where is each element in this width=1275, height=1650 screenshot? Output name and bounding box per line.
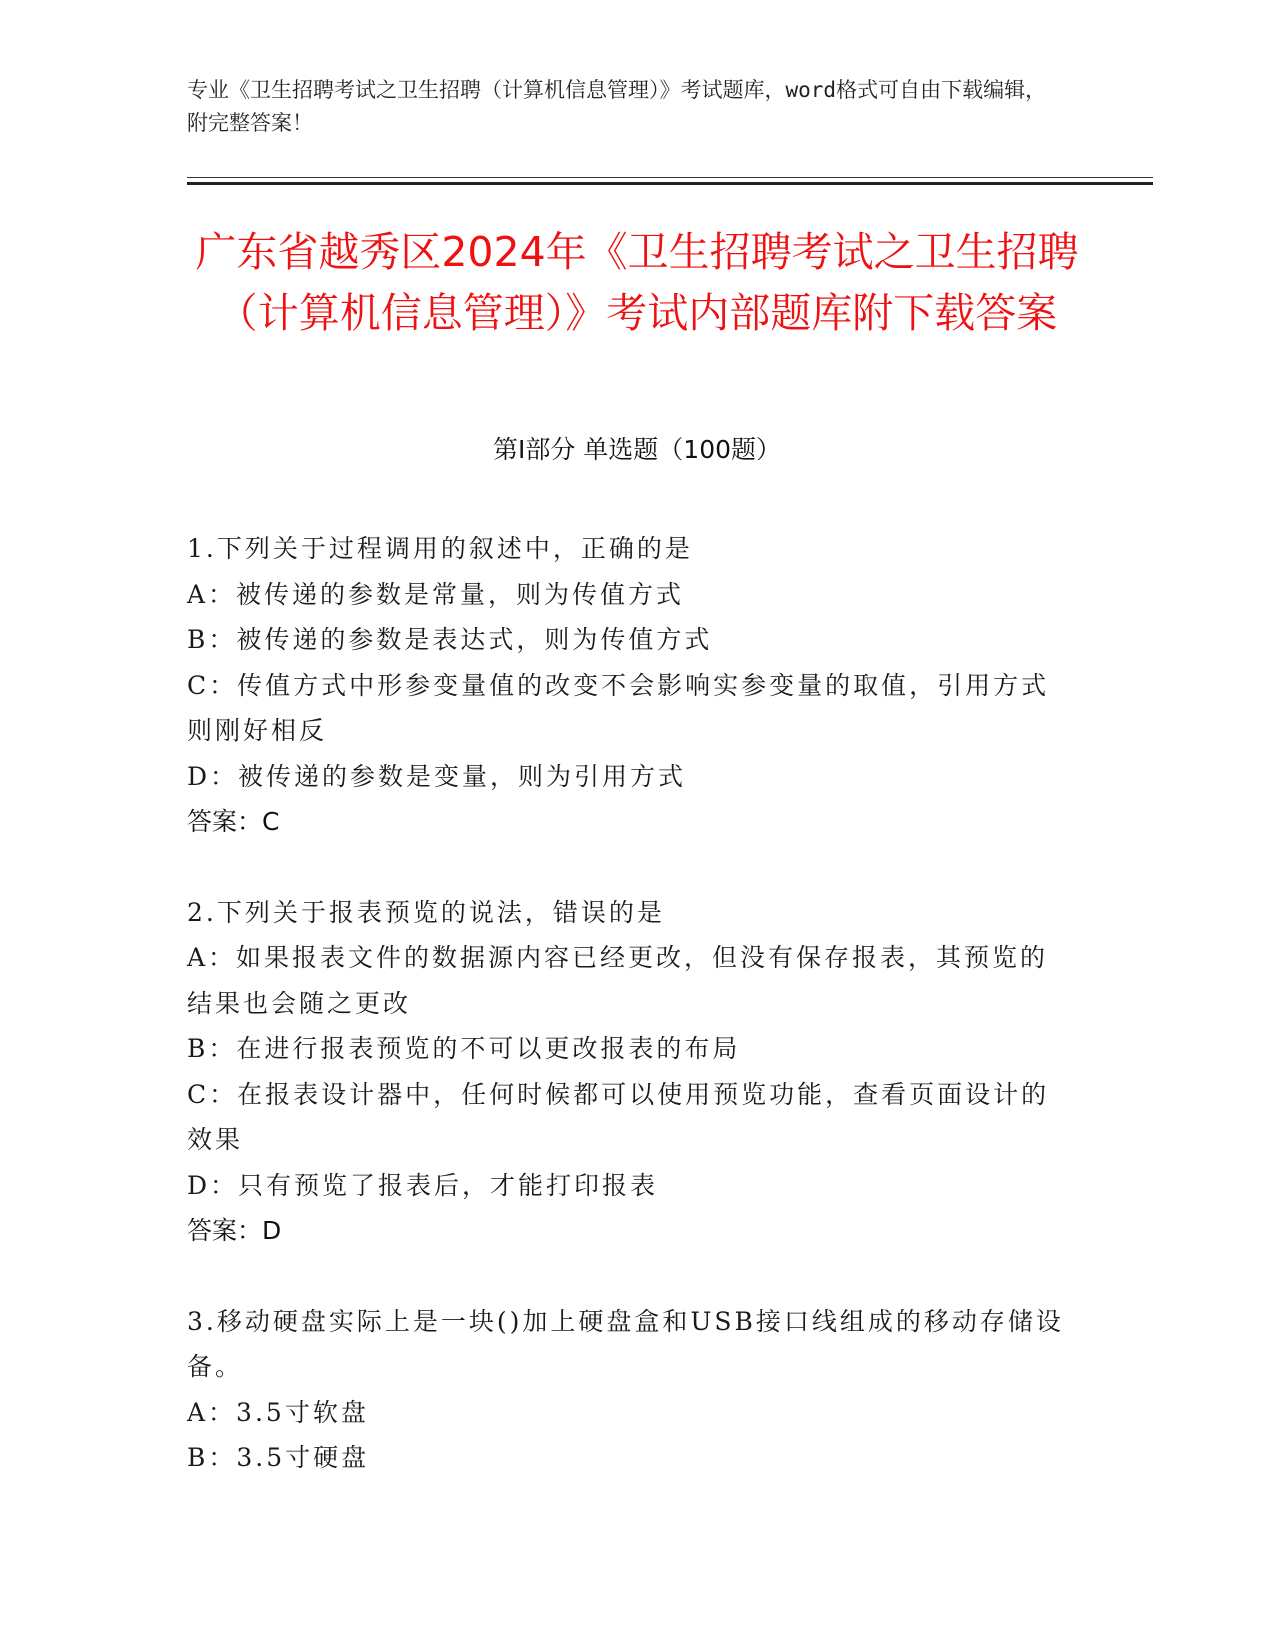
question-stem: 3.移动硬盘实际上是一块()加上硬盘盒和USB接口线组成的移动存储设备。 [187, 1306, 1064, 1381]
question-2 [187, 890, 1067, 1254]
header-divider-thin [187, 177, 1153, 178]
question-1 [187, 526, 1067, 845]
option-d: D：被传递的参数是变量，则为引用方式 [187, 761, 687, 791]
document-title: 广东省越秀区2024年《卫生招聘考试之卫生招聘（计算机信息管理）》考试内部题库附下载答案 [195, 228, 1079, 337]
option-a: A：3.5寸软盘 [187, 1397, 369, 1427]
question-list [187, 526, 1067, 1526]
header-divider-thick [187, 182, 1153, 185]
option-b: B：3.5寸硬盘 [187, 1443, 370, 1472]
option-a: A：被传递的参数是常量，则为传值方式 [187, 579, 685, 609]
answer: 答案：C [187, 807, 280, 836]
option-d: D：只有预览了报表后，才能打印报表 [187, 1170, 659, 1200]
question-3 [187, 1299, 1067, 1481]
question-stem: 2.下列关于报表预览的说法，错误的是 [187, 897, 665, 927]
option-c: C：传值方式中形参变量值的改变不会影响实参变量的取值，引用方式则刚好相反 [187, 670, 1050, 745]
section-title: 第Ⅰ部分 单选题（100题） [492, 435, 782, 464]
option-c: C：在报表设计器中，任何时候都可以使用预览功能，查看页面设计的效果 [187, 1079, 1050, 1154]
answer: 答案：D [187, 1216, 282, 1245]
option-b: B：被传递的参数是表达式，则为传值方式 [187, 625, 713, 654]
option-a: A：如果报表文件的数据源内容已经更改，但没有保存报表，其预览的结果也会随之更改 [187, 943, 1049, 1018]
option-b: B：在进行报表预览的不可以更改报表的布局 [187, 1034, 741, 1063]
question-stem: 1.下列关于过程调用的叙述中，正确的是 [187, 534, 693, 563]
header-note: 专业《卫生招聘考试之卫生招聘（计算机信息管理）》考试题库，word格式可自由下载编辑，附完整答案！ [187, 78, 1047, 135]
